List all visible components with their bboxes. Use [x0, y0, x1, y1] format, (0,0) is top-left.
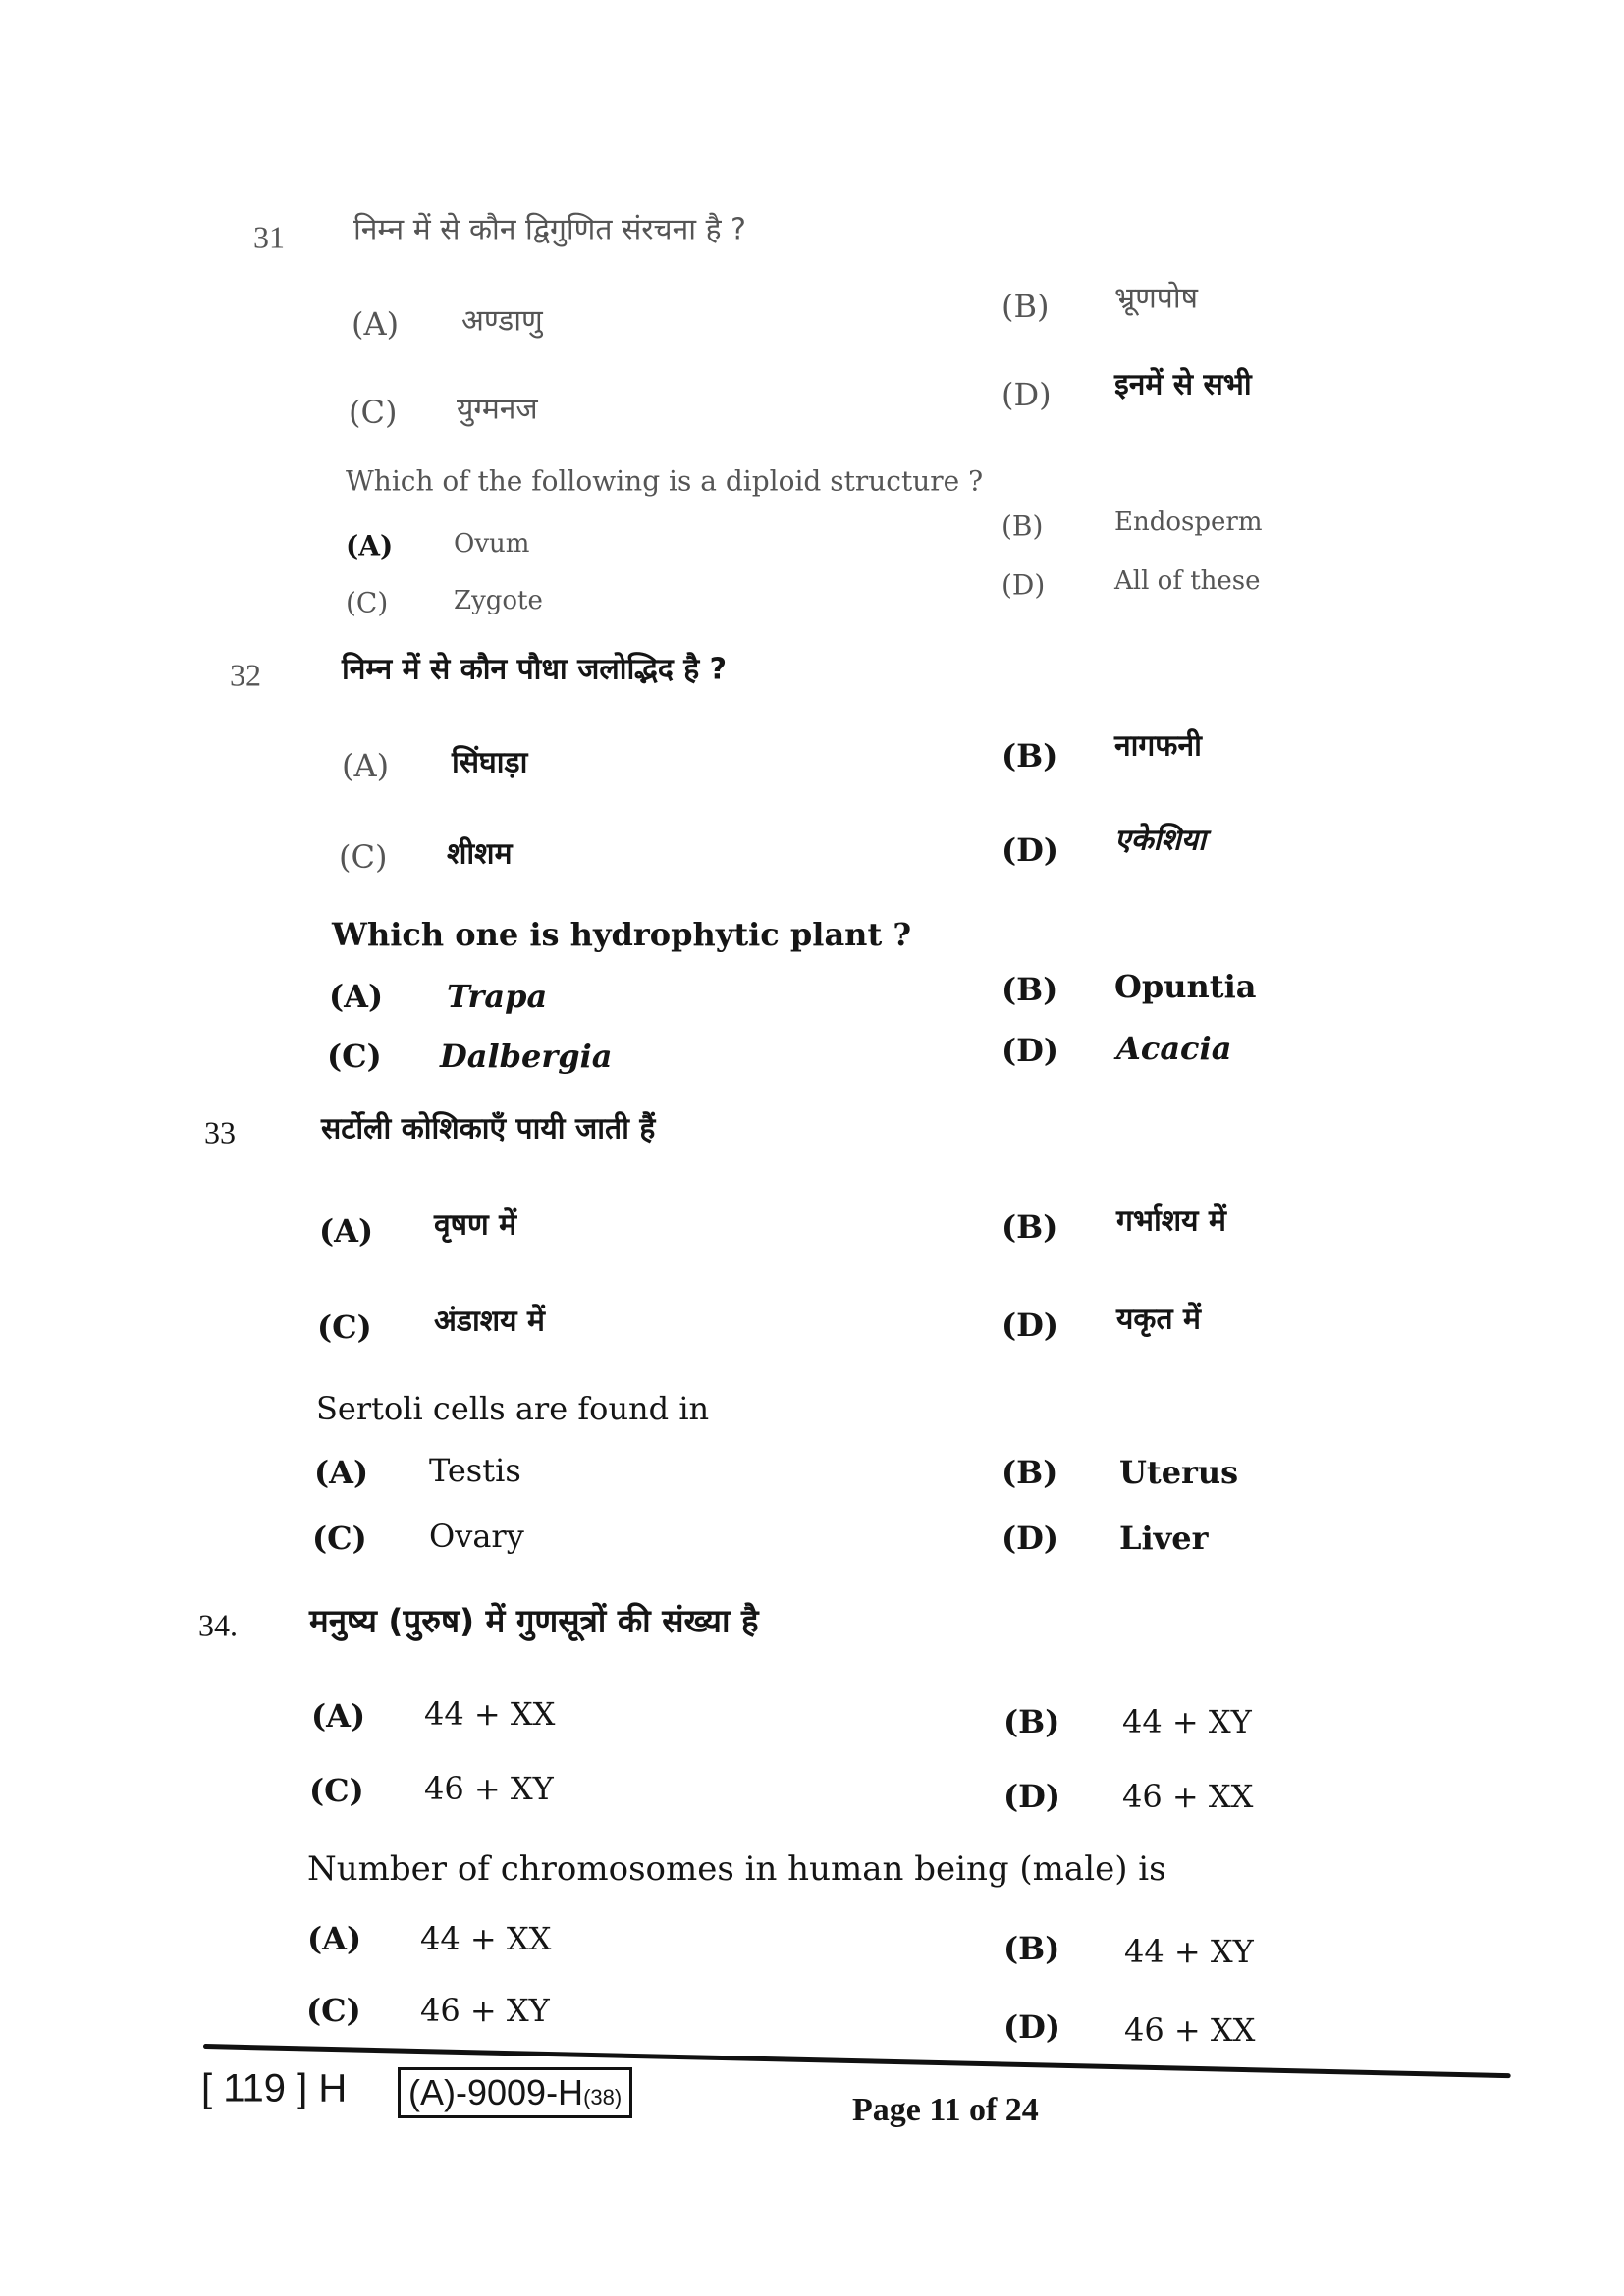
option-text: Ovum: [454, 529, 530, 559]
question-text-english: Sertoli cells are found in: [316, 1390, 710, 1427]
option-text: Liver: [1119, 1520, 1209, 1557]
question-number: 34.: [198, 1607, 238, 1643]
option-text: 46 + XY: [424, 1770, 554, 1807]
option-label: (C): [346, 586, 389, 619]
series-code: [ 119 ] H: [201, 2066, 348, 2110]
option-text: यकृत में: [1116, 1302, 1201, 1337]
question-text-english: Which one is hydrophytic plant ?: [332, 916, 912, 953]
option-text: अण्डाणु: [461, 303, 543, 339]
option-text: सिंघाड़ा: [452, 745, 528, 780]
option-text: All of these: [1114, 566, 1261, 596]
option-text: Acacia: [1116, 1030, 1232, 1067]
question-number: 31: [253, 219, 285, 255]
option-label: (C): [339, 838, 388, 876]
option-label: (D): [1001, 1307, 1059, 1344]
paper-code-box: [398, 2067, 632, 2118]
option-label: (D): [1001, 568, 1046, 602]
paper-code: (A)-9009-H: [408, 2072, 584, 2112]
option-text: शीशम: [447, 836, 513, 872]
option-text: 46 + XX: [1124, 2011, 1256, 2049]
option-text: नागफनी: [1114, 728, 1202, 764]
option-label: (A): [346, 529, 394, 562]
question-text-hindi: निम्न में से कौन द्विगुणित संरचना है ?: [353, 212, 746, 247]
option-label: (C): [309, 1772, 364, 1809]
option-label: (B): [1001, 509, 1044, 543]
option-label: (C): [317, 1308, 372, 1346]
option-label: (D): [1001, 1032, 1059, 1069]
question-text-english: Which of the following is a diploid structure ?: [346, 464, 984, 498]
option-text: Ovary: [429, 1518, 524, 1555]
question-text-english: Number of chromosomes in human being (male) is: [307, 1849, 1166, 1889]
option-label: (A): [311, 1697, 366, 1735]
option-label: (A): [314, 1454, 369, 1491]
option-label: (A): [319, 1212, 374, 1250]
option-text: 46 + XY: [420, 1992, 550, 2029]
option-text: Trapa: [447, 978, 548, 1015]
page-number: Page 11 of 24: [852, 2092, 1039, 2128]
option-label: (A): [342, 747, 390, 784]
option-label: (D): [1003, 1778, 1061, 1815]
question-number: 32: [230, 657, 261, 693]
option-label: (C): [312, 1520, 367, 1557]
option-label: (C): [349, 394, 398, 431]
option-text: 46 + XX: [1122, 1778, 1254, 1815]
option-text: गर्भाशय में: [1116, 1203, 1226, 1239]
option-text: 44 + XX: [424, 1695, 556, 1733]
option-label: (B): [1003, 1703, 1060, 1740]
option-text: Opuntia: [1114, 968, 1257, 1005]
paper-code-suffix: (38): [583, 2085, 623, 2109]
option-text: वृषण में: [434, 1207, 517, 1243]
option-text: Uterus: [1119, 1454, 1239, 1491]
option-label: (C): [327, 1038, 382, 1075]
option-label: (B): [1001, 288, 1050, 325]
option-text: इनमें से सभी: [1114, 367, 1252, 402]
option-label: (A): [352, 305, 400, 343]
option-label: (A): [307, 1920, 362, 1957]
option-text: अंडाशय में: [434, 1304, 545, 1339]
option-text: Testis: [429, 1452, 521, 1489]
option-label: (B): [1001, 971, 1058, 1008]
question-number: 33: [204, 1114, 236, 1150]
question-text-hindi: निम्न में से कौन पौधा जलोद्भिद है ?: [342, 652, 728, 687]
option-label: (D): [1001, 831, 1059, 869]
option-label: (B): [1001, 1454, 1058, 1491]
option-text: Endosperm: [1114, 507, 1263, 537]
option-label: (D): [1003, 2008, 1061, 2046]
option-text: युग्मनज: [457, 392, 538, 427]
question-text-hindi: मनुष्य (पुरुष) में गुणसूत्रों की संख्या है: [309, 1601, 759, 1640]
option-text: Zygote: [454, 586, 543, 615]
option-text: 44 + XY: [1124, 1933, 1254, 1970]
option-text: एकेशिया: [1114, 823, 1206, 858]
option-label: (A): [329, 978, 384, 1015]
option-label: (C): [306, 1992, 361, 2029]
option-label: (B): [1001, 1208, 1058, 1246]
option-text: Dalbergia: [440, 1038, 613, 1075]
option-text: 44 + XY: [1122, 1703, 1252, 1740]
option-label: (B): [1003, 1930, 1060, 1967]
option-label: (D): [1001, 1520, 1059, 1557]
option-text: भ्रूणपोष: [1114, 281, 1198, 316]
option-text: 44 + XX: [420, 1920, 552, 1957]
option-label: (D): [1001, 376, 1052, 413]
option-label: (B): [1001, 737, 1058, 774]
question-text-hindi: सर्टोली कोशिकाएँ पायी जाती हैं: [321, 1111, 656, 1147]
